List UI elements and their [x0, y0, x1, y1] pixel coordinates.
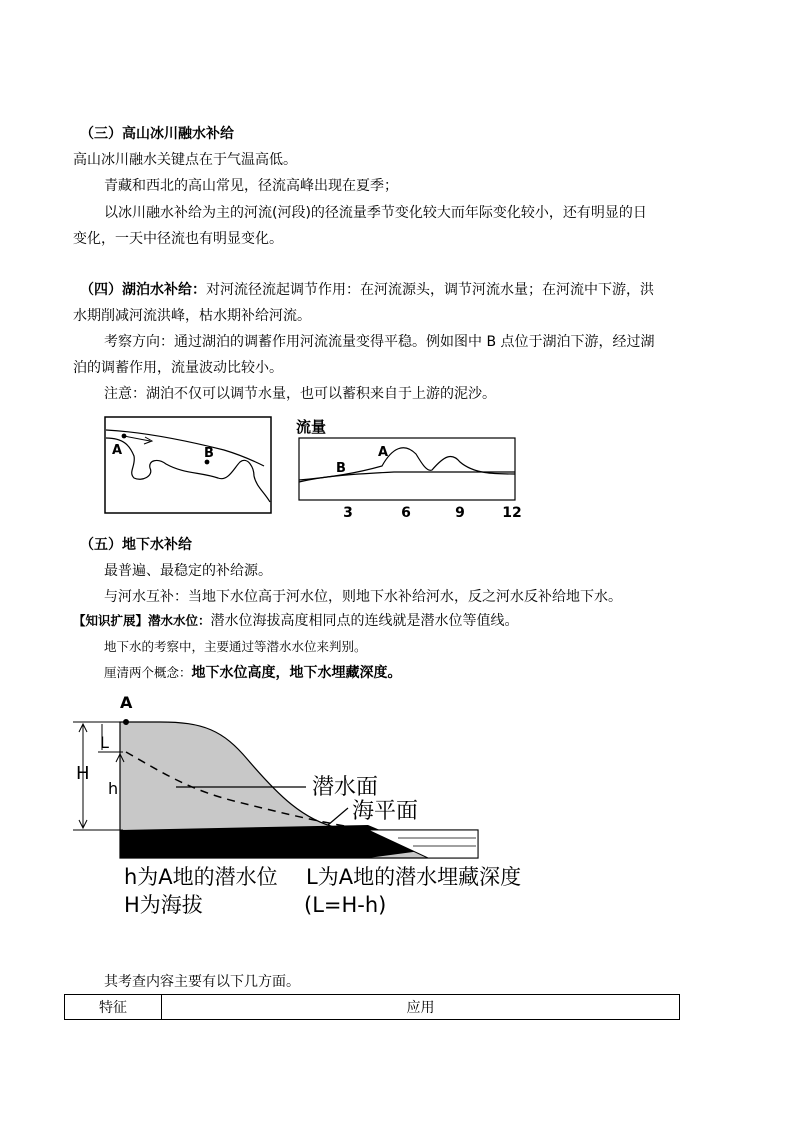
tick-label-3: 3 [343, 505, 353, 521]
hydrograph-label-a: A [378, 445, 389, 460]
section3-para3-line2: 变化，一天中径流也有明显变化。 [73, 231, 283, 247]
point-a-marker [123, 719, 129, 725]
section5-para3: 地下水的考察中，主要通过等潜水水位来判别。 [104, 639, 367, 654]
knowledge-extension [73, 611, 519, 631]
table-header-applications: 应用 [162, 995, 680, 1020]
gw-label-sea-level: 海平面 [352, 799, 419, 824]
section5-para2: 与河水互补：当地下水位高于河水位，则地下水补给河水，反之河水反补给地下水。 [104, 589, 622, 605]
section3-para1: 高山冰川融水关键点在于气温高低。 [73, 152, 297, 168]
section3-heading: （三）高山冰川融水补给 [80, 126, 234, 142]
gw-caption-l: L为A地的潜水埋藏深度 [306, 865, 522, 889]
section4-heading: （四）湖泊水补给： [80, 282, 206, 298]
section6-intro: 其考查内容主要有以下几方面。 [104, 974, 300, 990]
concepts-bold: 地下水位高度，地下水埋藏深度。 [191, 665, 402, 681]
section4-para3: 注意：湖泊不仅可以调节水量，也可以蓄积来自于上游的泥沙。 [104, 386, 496, 402]
hydrograph-label-b: B [336, 461, 346, 476]
discharge-hydrograph [294, 414, 526, 522]
hydrograph-frame [299, 438, 515, 500]
knowledge-extension-text: 潜水位海拔高度相同点的连线就是潜水位等值线。 [210, 613, 519, 629]
knowledge-extension-label: 【知识扩展】潜水水位： [73, 613, 211, 628]
gw-label-l: L [100, 733, 109, 752]
section4-para1-text: 对河流径流起调节作用：在河流源头，调节河流水量；在河流中下游，洪 [206, 282, 654, 298]
tick-label-12: 12 [502, 505, 522, 521]
section4-para1-line1 [80, 280, 654, 300]
tick-label-6: 6 [401, 505, 411, 521]
section5-para4 [104, 663, 402, 683]
gw-label-a: A [120, 693, 133, 712]
gw-label-h-lower: h [108, 779, 119, 798]
gw-label-water-table: 潜水面 [312, 775, 379, 800]
groundwater-diagram [68, 690, 558, 922]
gw-label-h-upper: H [76, 763, 90, 784]
tick-label-9: 9 [455, 505, 465, 521]
concepts-label: 厘清两个概念： [104, 665, 192, 680]
section4-para1-line2: 水期削减河流洪峰，枯水期补给河流。 [73, 308, 311, 324]
hydrograph-ylabel: 流量 [296, 418, 327, 436]
map-frame [105, 417, 271, 513]
map-label-a: A [112, 443, 123, 458]
table-header-row [65, 995, 680, 1020]
section5-para1: 最普遍、最稳定的补给源。 [104, 563, 272, 579]
section5-heading: （五）地下水补给 [80, 537, 192, 553]
gw-caption-altitude: H为海拔 [124, 893, 203, 917]
river-lake-map [104, 416, 274, 516]
section4-para2-line2: 泊的调蓄作用，流量波动比较小。 [73, 360, 283, 376]
section4-para2-line1: 考察方向：通过湖泊的调蓄作用河流流量变得平稳。例如图中 B 点位于湖泊下游，经过湖 [104, 334, 655, 350]
table-header-features: 特征 [65, 995, 162, 1020]
point-a-marker [122, 434, 127, 439]
section3-para2: 青藏和西北的高山常见，径流高峰出现在夏季； [104, 178, 398, 194]
sea-level-pointer [328, 808, 348, 825]
features-applications-table [64, 994, 680, 1020]
gw-caption-h: h为A地的潜水位 [124, 865, 278, 889]
section3-para3-line1: 以冰川融水补给为主的河流(河段)的径流量季节变化较大而年际变化较小，还有明显的日 [104, 205, 647, 221]
map-label-b: B [204, 446, 214, 461]
gw-caption-formula: (L=H-h) [304, 893, 387, 917]
